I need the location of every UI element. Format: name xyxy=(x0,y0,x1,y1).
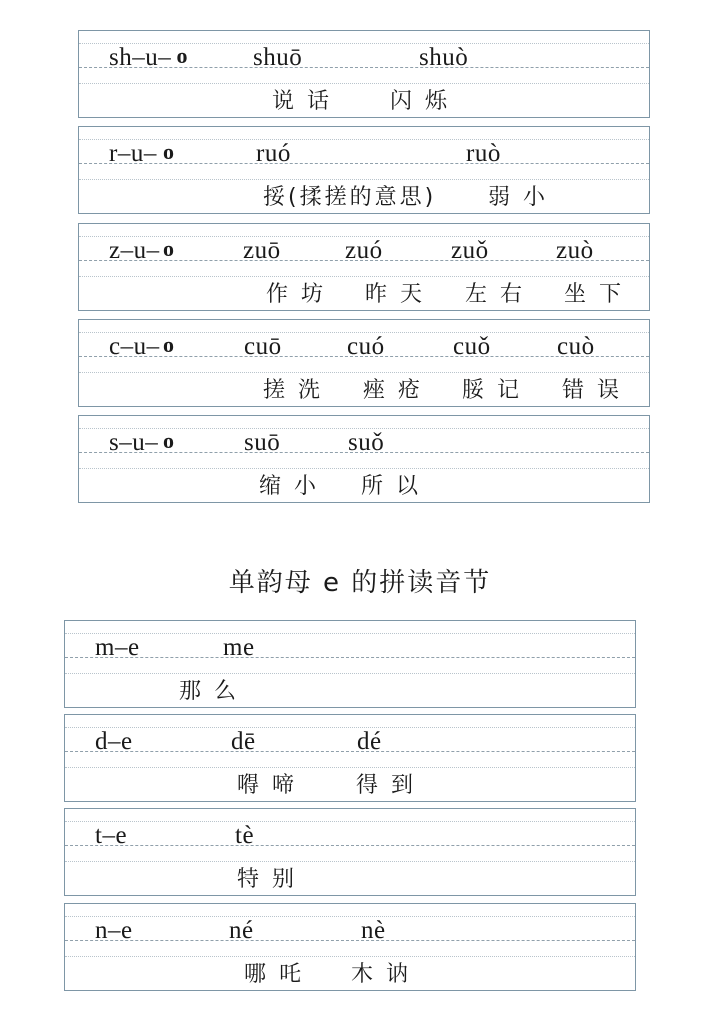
syllable-zuo-2: zuǒ xyxy=(451,237,489,264)
block-inner xyxy=(79,224,649,310)
practice-block-ruo xyxy=(78,126,650,214)
syllable-ruo-0: ruó xyxy=(256,140,291,167)
practice-block-de xyxy=(64,714,636,802)
guide-line-baseline xyxy=(65,940,635,941)
block-inner xyxy=(65,904,635,990)
guide-line-baseline xyxy=(65,657,635,658)
word-suo-1: 所 以 xyxy=(361,474,421,499)
guide-line-bottom xyxy=(65,861,635,862)
guide-line-top xyxy=(65,916,635,917)
word-de-1: 得 到 xyxy=(356,773,416,798)
guide-line-bottom xyxy=(65,956,635,957)
formula-vowel-cuo: o xyxy=(163,332,175,357)
guide-line-bottom xyxy=(79,276,649,277)
word-zuo-0: 作 坊 xyxy=(266,282,326,307)
syllable-shuo-0: shuō xyxy=(253,44,303,71)
syllable-ne-1: nè xyxy=(361,917,386,944)
syllable-de-1: dé xyxy=(357,728,382,755)
syllable-suo-0: suō xyxy=(244,429,281,456)
practice-block-me xyxy=(64,620,636,708)
practice-block-te xyxy=(64,808,636,896)
word-de-0: 嘚 啼 xyxy=(237,773,297,798)
word-me-0: 那 么 xyxy=(179,679,239,704)
syllable-cuo-1: cuó xyxy=(347,333,385,360)
word-zuo-2: 左 右 xyxy=(465,282,525,307)
guide-line-bottom xyxy=(65,673,635,674)
syllable-shuo-1: shuò xyxy=(419,44,469,71)
word-cuo-2: 脮 记 xyxy=(462,378,522,403)
word-cuo-1: 痤 疮 xyxy=(363,378,423,403)
guide-line-bottom xyxy=(79,179,649,180)
guide-line-bottom xyxy=(79,372,649,373)
syllable-ruo-1: ruò xyxy=(466,140,501,167)
syllable-formula-me: m–e xyxy=(95,634,140,661)
word-zuo-1: 昨 天 xyxy=(365,282,425,307)
block-inner xyxy=(79,31,649,117)
word-cuo-0: 搓 洗 xyxy=(263,378,323,403)
word-te-0: 特 别 xyxy=(237,867,297,892)
guide-line-top xyxy=(65,821,635,822)
practice-block-zuo xyxy=(78,223,650,311)
syllable-formula-ne: n–e xyxy=(95,917,133,944)
syllable-formula-shuo: sh–u– xyxy=(109,44,172,71)
block-inner xyxy=(79,127,649,213)
syllable-de-0: dē xyxy=(231,728,256,755)
syllable-formula-de: d–e xyxy=(95,728,133,755)
syllable-suo-1: suǒ xyxy=(348,429,385,456)
word-ne-1: 木 讷 xyxy=(351,962,411,987)
guide-line-bottom xyxy=(79,83,649,84)
syllable-formula-ruo: r–u– xyxy=(109,140,157,167)
block-inner xyxy=(65,621,635,707)
syllable-cuo-0: cuō xyxy=(244,333,282,360)
word-ne-0: 哪 吒 xyxy=(244,962,304,987)
block-inner xyxy=(79,320,649,406)
syllable-formula-suo: s–u– xyxy=(109,429,159,456)
guide-line-baseline xyxy=(65,845,635,846)
word-shuo-1: 闪 烁 xyxy=(390,89,450,114)
guide-line-bottom xyxy=(65,767,635,768)
formula-vowel-ruo: o xyxy=(163,139,175,164)
block-inner xyxy=(79,416,649,502)
formula-vowel-zuo: o xyxy=(163,236,175,261)
practice-block-suo xyxy=(78,415,650,503)
word-zuo-3: 坐 下 xyxy=(564,282,624,307)
guide-line-top xyxy=(65,633,635,634)
syllable-cuo-3: cuò xyxy=(557,333,595,360)
syllable-cuo-2: cuǒ xyxy=(453,333,491,360)
syllable-formula-zuo: z–u– xyxy=(109,237,160,264)
syllable-zuo-0: zuō xyxy=(243,237,281,264)
guide-line-top xyxy=(65,727,635,728)
practice-block-shuo xyxy=(78,30,650,118)
formula-vowel-suo: o xyxy=(163,428,175,453)
word-ruo-0: 挼(揉搓的意思) xyxy=(263,185,437,210)
block-inner xyxy=(65,809,635,895)
formula-vowel-shuo: o xyxy=(176,43,188,68)
syllable-formula-cuo: c–u– xyxy=(109,333,160,360)
guide-line-bottom xyxy=(79,468,649,469)
word-ruo-1: 弱 小 xyxy=(488,185,548,210)
syllable-te-0: tè xyxy=(235,822,255,849)
guide-line-baseline xyxy=(65,751,635,752)
syllable-zuo-3: zuò xyxy=(556,237,594,264)
syllable-me-0: me xyxy=(223,634,255,661)
syllable-ne-0: né xyxy=(229,917,254,944)
practice-block-cuo xyxy=(78,319,650,407)
block-inner xyxy=(65,715,635,801)
section-heading-e-section: 单韵母 e 的拼读音节 xyxy=(228,568,492,598)
word-shuo-0: 说 话 xyxy=(272,89,332,114)
word-suo-0: 缩 小 xyxy=(259,474,319,499)
syllable-formula-te: t–e xyxy=(95,822,128,849)
word-cuo-3: 错 误 xyxy=(562,378,622,403)
syllable-zuo-1: zuó xyxy=(345,237,383,264)
practice-block-ne xyxy=(64,903,636,991)
